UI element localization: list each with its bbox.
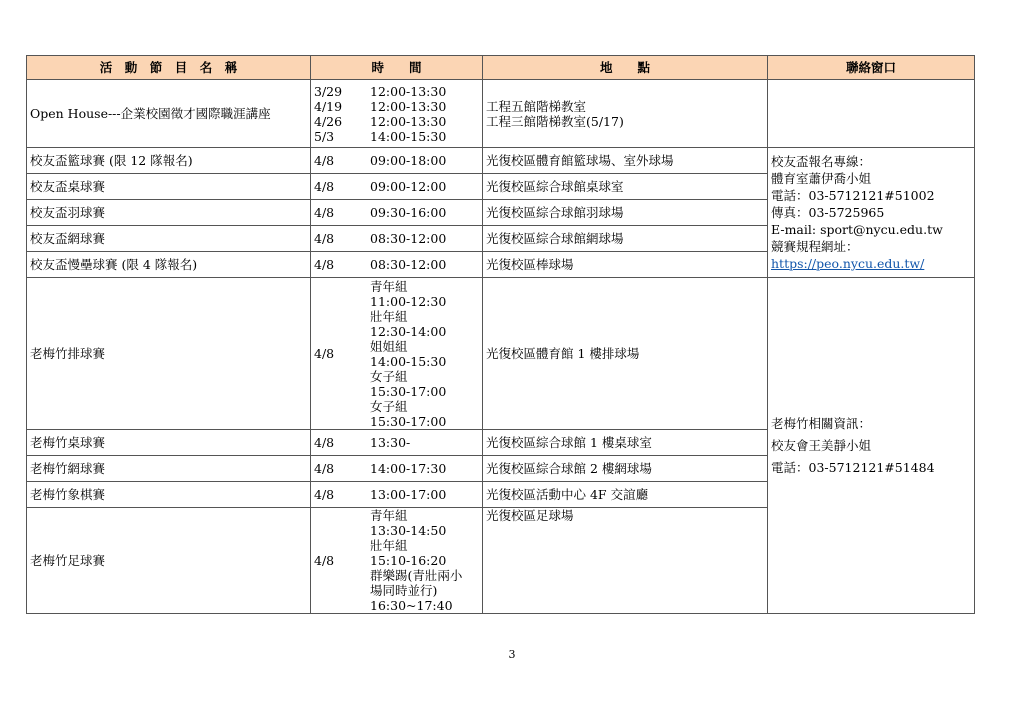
table-row [27, 148, 975, 174]
group-label: 女子組 [370, 398, 408, 414]
group-label: 女子組 [370, 368, 408, 384]
event-name: 校友盃網球賽 [27, 226, 311, 252]
event-name: 老梅竹象棋賽 [27, 482, 311, 508]
date: 4/8 [314, 231, 335, 246]
contact-email: E-mail: sport@nycu.edu.tw [771, 222, 943, 237]
event-place: 光復校區棒球場 [483, 252, 768, 278]
header-contact: 聯絡窗口 [768, 56, 975, 80]
time: 14:00-15:30 [370, 128, 447, 144]
event-time [311, 508, 483, 614]
date: 4/8 [314, 435, 335, 450]
group-label: 姐姐組 [370, 338, 408, 354]
event-name: 老梅竹網球賽 [27, 456, 311, 482]
event-name: 老梅竹排球賽 [27, 278, 311, 430]
event-time [311, 252, 483, 278]
event-time [311, 200, 483, 226]
date: 4/19 [314, 98, 343, 114]
date: 4/8 [314, 346, 335, 361]
event-time [311, 80, 483, 148]
event-name: 校友盃慢壘球賽 (限 4 隊報名) [27, 252, 311, 278]
group-label: 群樂踢(青壯兩小 [370, 568, 463, 583]
slot-time: 15:30-17:00 [370, 413, 447, 429]
page-number: 3 [508, 648, 516, 661]
event-place: 光復校區綜合球館桌球室 [483, 174, 768, 200]
time-pair [311, 114, 482, 129]
alumni-contact [768, 148, 975, 278]
date: 4/8 [314, 461, 335, 476]
event-place [483, 80, 768, 148]
time-pair [311, 129, 482, 144]
event-time [311, 430, 483, 456]
contact-line: 體育室蕭伊喬小姐 [771, 171, 872, 186]
event-name: 校友盃籃球賽 (限 12 隊報名) [27, 148, 311, 174]
slot-time: 14:00-15:30 [370, 353, 447, 369]
lmz-contact [768, 278, 975, 614]
group-label: 青年組 [370, 278, 408, 294]
event-place: 光復校區活動中心 4F 交誼廳 [483, 482, 768, 508]
rules-link[interactable]: https://peo.nycu.edu.tw/ [771, 256, 925, 271]
time: 12:00-13:30 [370, 113, 447, 129]
schedule-table [26, 55, 975, 614]
slot-time: 12:30-14:00 [370, 323, 447, 339]
time: 09:00-12:00 [370, 179, 447, 194]
time: 08:30-12:00 [370, 231, 447, 246]
event-place: 光復校區綜合球館網球場 [483, 226, 768, 252]
event-place: 光復校區綜合球館 1 樓桌球室 [483, 430, 768, 456]
date: 4/8 [314, 153, 335, 168]
event-name: 老梅竹桌球賽 [27, 430, 311, 456]
time-pair [311, 84, 482, 99]
place-line: 工程五館階梯教室 [486, 98, 587, 114]
date: 4/8 [314, 487, 335, 502]
contact-fax: 傳真：03-5725965 [771, 205, 885, 220]
event-place: 光復校區綜合球館 2 樓網球場 [483, 456, 768, 482]
date: 4/8 [314, 257, 335, 272]
time: 12:00-13:30 [370, 83, 447, 99]
event-time [311, 148, 483, 174]
event-place: 光復校區體育館籃球場、室外球場 [483, 148, 768, 174]
group-label: 壯年組 [370, 308, 408, 324]
event-place: 光復校區體育館 1 樓排球場 [483, 278, 768, 430]
header-row [27, 56, 975, 80]
contact-line: 競賽規程網址： [771, 239, 859, 254]
event-name: Open House---企業校園徵才國際職涯講座 [27, 80, 311, 148]
event-time [311, 226, 483, 252]
contact-phone: 電話：03-5712121#51002 [771, 188, 935, 203]
date: 4/8 [314, 553, 335, 568]
event-place: 光復校區足球場 [483, 508, 768, 614]
time: 08:30-12:00 [370, 257, 447, 272]
header-time: 時 間 [311, 56, 483, 80]
slot-time: 16:30~17:40 [370, 598, 453, 613]
time: 13:00-17:00 [370, 487, 447, 502]
group-label: 場同時並行) [370, 583, 438, 598]
date: 3/29 [314, 83, 343, 99]
time: 12:00-13:30 [370, 98, 447, 114]
time-pair [311, 99, 482, 114]
table-row [27, 278, 975, 430]
event-time [311, 482, 483, 508]
slot-time: 11:00-12:30 [370, 293, 447, 309]
group-label: 青年組 [370, 508, 408, 523]
event-contact [768, 80, 975, 148]
event-time [311, 278, 483, 430]
contact-phone: 電話：03-5712121#51484 [771, 459, 935, 475]
time: 13:30- [370, 435, 411, 450]
date: 5/3 [314, 128, 335, 144]
contact-line: 老梅竹相關資訊： [771, 415, 872, 431]
event-name: 校友盃桌球賽 [27, 174, 311, 200]
event-name: 校友盃羽球賽 [27, 200, 311, 226]
date: 4/26 [314, 113, 343, 129]
event-name: 老梅竹足球賽 [27, 508, 311, 614]
date: 4/8 [314, 179, 335, 194]
date: 4/8 [314, 205, 335, 220]
slot-time: 15:30-17:00 [370, 383, 447, 399]
time: 09:30-16:00 [370, 205, 447, 220]
slot-time: 15:10-16:20 [370, 553, 447, 568]
header-name: 活 動 節 目 名 稱 [27, 56, 311, 80]
time: 14:00-17:30 [370, 461, 447, 476]
contact-line: 校友盃報名專線： [771, 154, 872, 169]
group-label: 壯年組 [370, 538, 408, 553]
event-time [311, 174, 483, 200]
slot-time: 13:30-14:50 [370, 523, 447, 538]
event-time [311, 456, 483, 482]
event-place: 光復校區綜合球館羽球場 [483, 200, 768, 226]
time: 09:00-18:00 [370, 153, 447, 168]
header-place: 地 點 [483, 56, 768, 80]
contact-line: 校友會王美靜小姐 [771, 437, 872, 453]
place-line: 工程三館階梯教室(5/17) [486, 113, 624, 129]
table-row [27, 80, 975, 148]
